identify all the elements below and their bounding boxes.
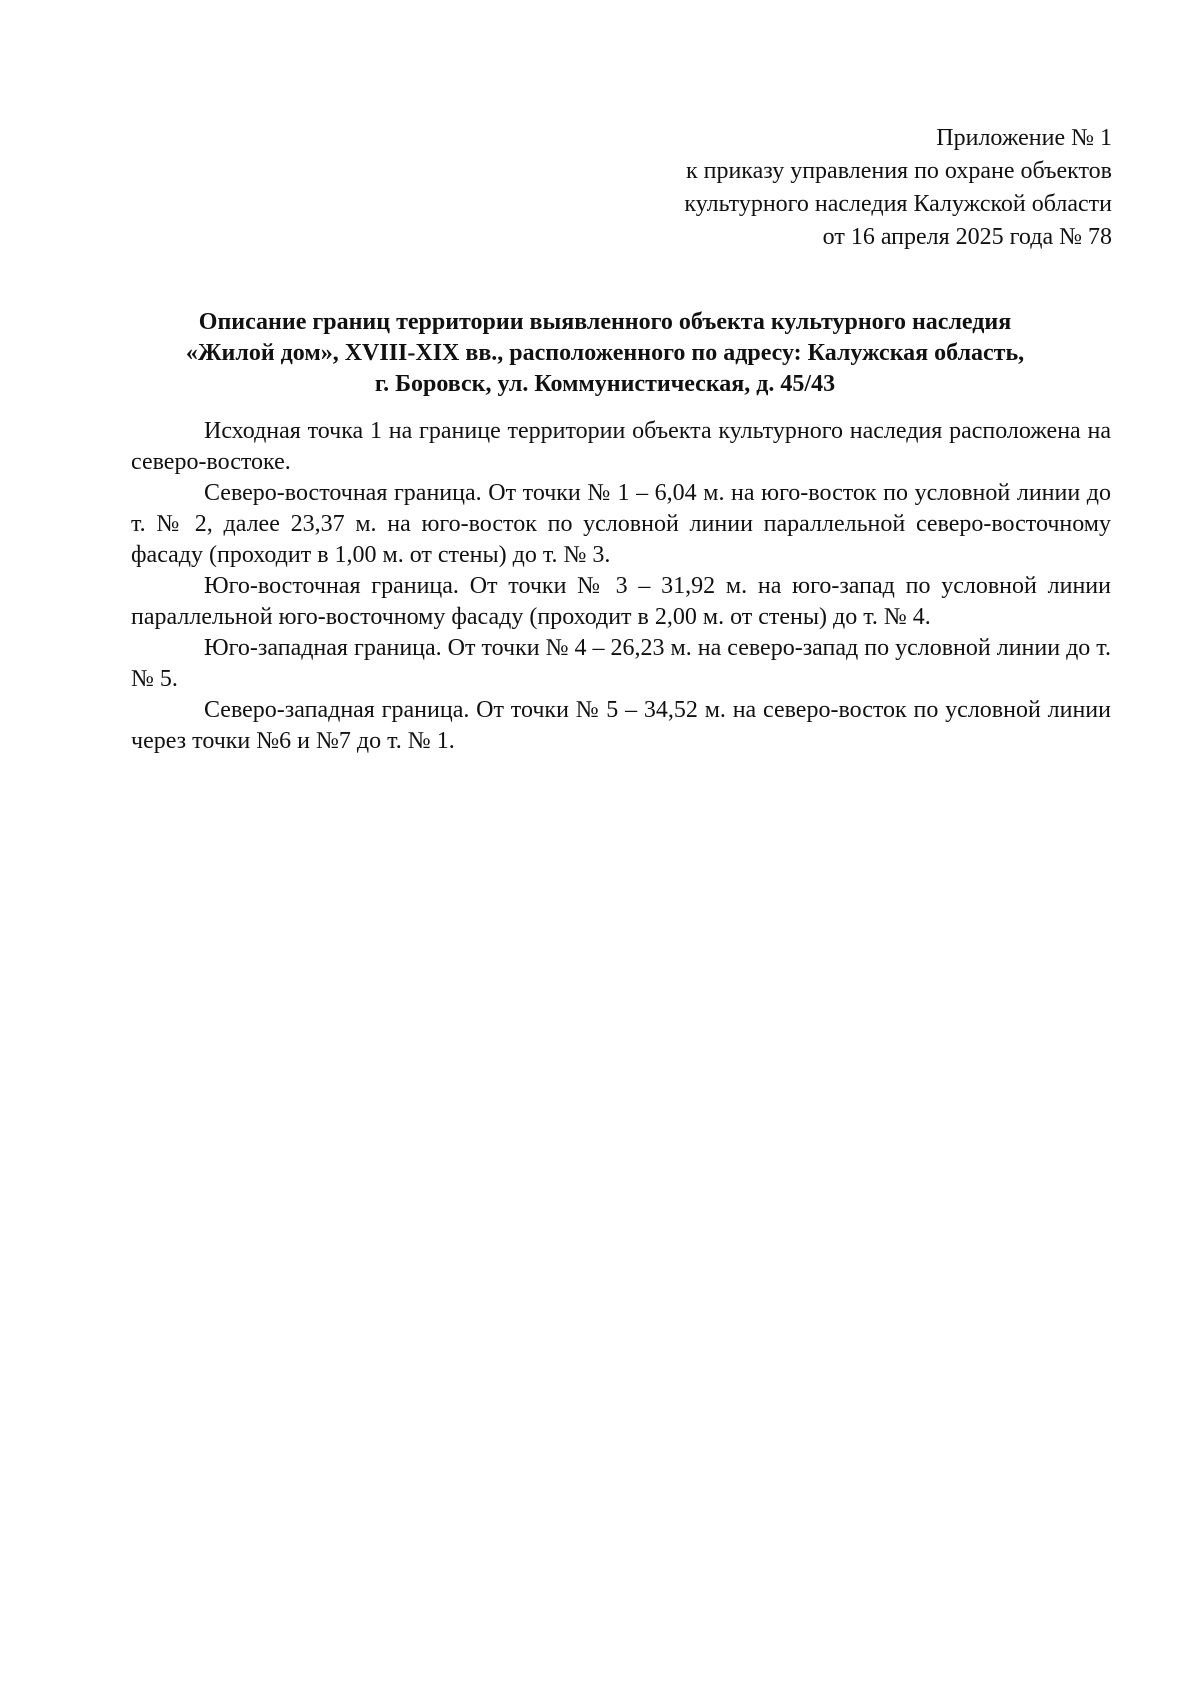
boundary-description (131, 416, 1111, 757)
document-title (130, 307, 1080, 400)
paragraph-starting-point: Исходная точка 1 на границе территории объекта культурного наследия расположена на северо-востоке. (131, 418, 1111, 475)
appendix-header (552, 122, 1112, 254)
paragraph-northwest-boundary: Северо-западная граница. От точки № 5 – 34,52 м. на северо-восток по условной линии через точки №6 и №7 до т. № 1. (131, 697, 1111, 754)
title-line: г. Боровск, ул. Коммунистическая, д. 45/43 (374, 371, 836, 397)
paragraph-southwest-boundary: Юго-западная граница. От точки № 4 – 26,23 м. на северо-запад по условной линии до т. № 5. (131, 635, 1111, 692)
appendix-line: от 16 апреля 2025 года № 78 (822, 224, 1112, 250)
paragraph-northeast-boundary: Северо-восточная граница. От точки № 1 – 6,04 м. на юго-восток по условной линии до т. № 2, далее 23,37 м. на юго-восток по условной линии параллельной северо-восточному фасаду (проходит в 1,00 м. от стены) до т. № 3. (131, 480, 1111, 568)
title-line: «Жилой дом», XVIII-XIX вв., расположенного по адресу: Калужская область, (185, 340, 1025, 366)
appendix-line: культурного наследия Калужской области (684, 191, 1112, 217)
appendix-line: к приказу управления по охране объектов (685, 158, 1112, 184)
paragraph-southeast-boundary: Юго-восточная граница. От точки № 3 – 31,92 м. на юго-запад по условной линии параллельной юго-восточному фасаду (проходит в 2,00 м. от стены) до т. № 4. (131, 573, 1111, 630)
appendix-line: Приложение № 1 (936, 125, 1112, 151)
title-line: Описание границ территории выявленного объекта культурного наследия (198, 309, 1012, 335)
